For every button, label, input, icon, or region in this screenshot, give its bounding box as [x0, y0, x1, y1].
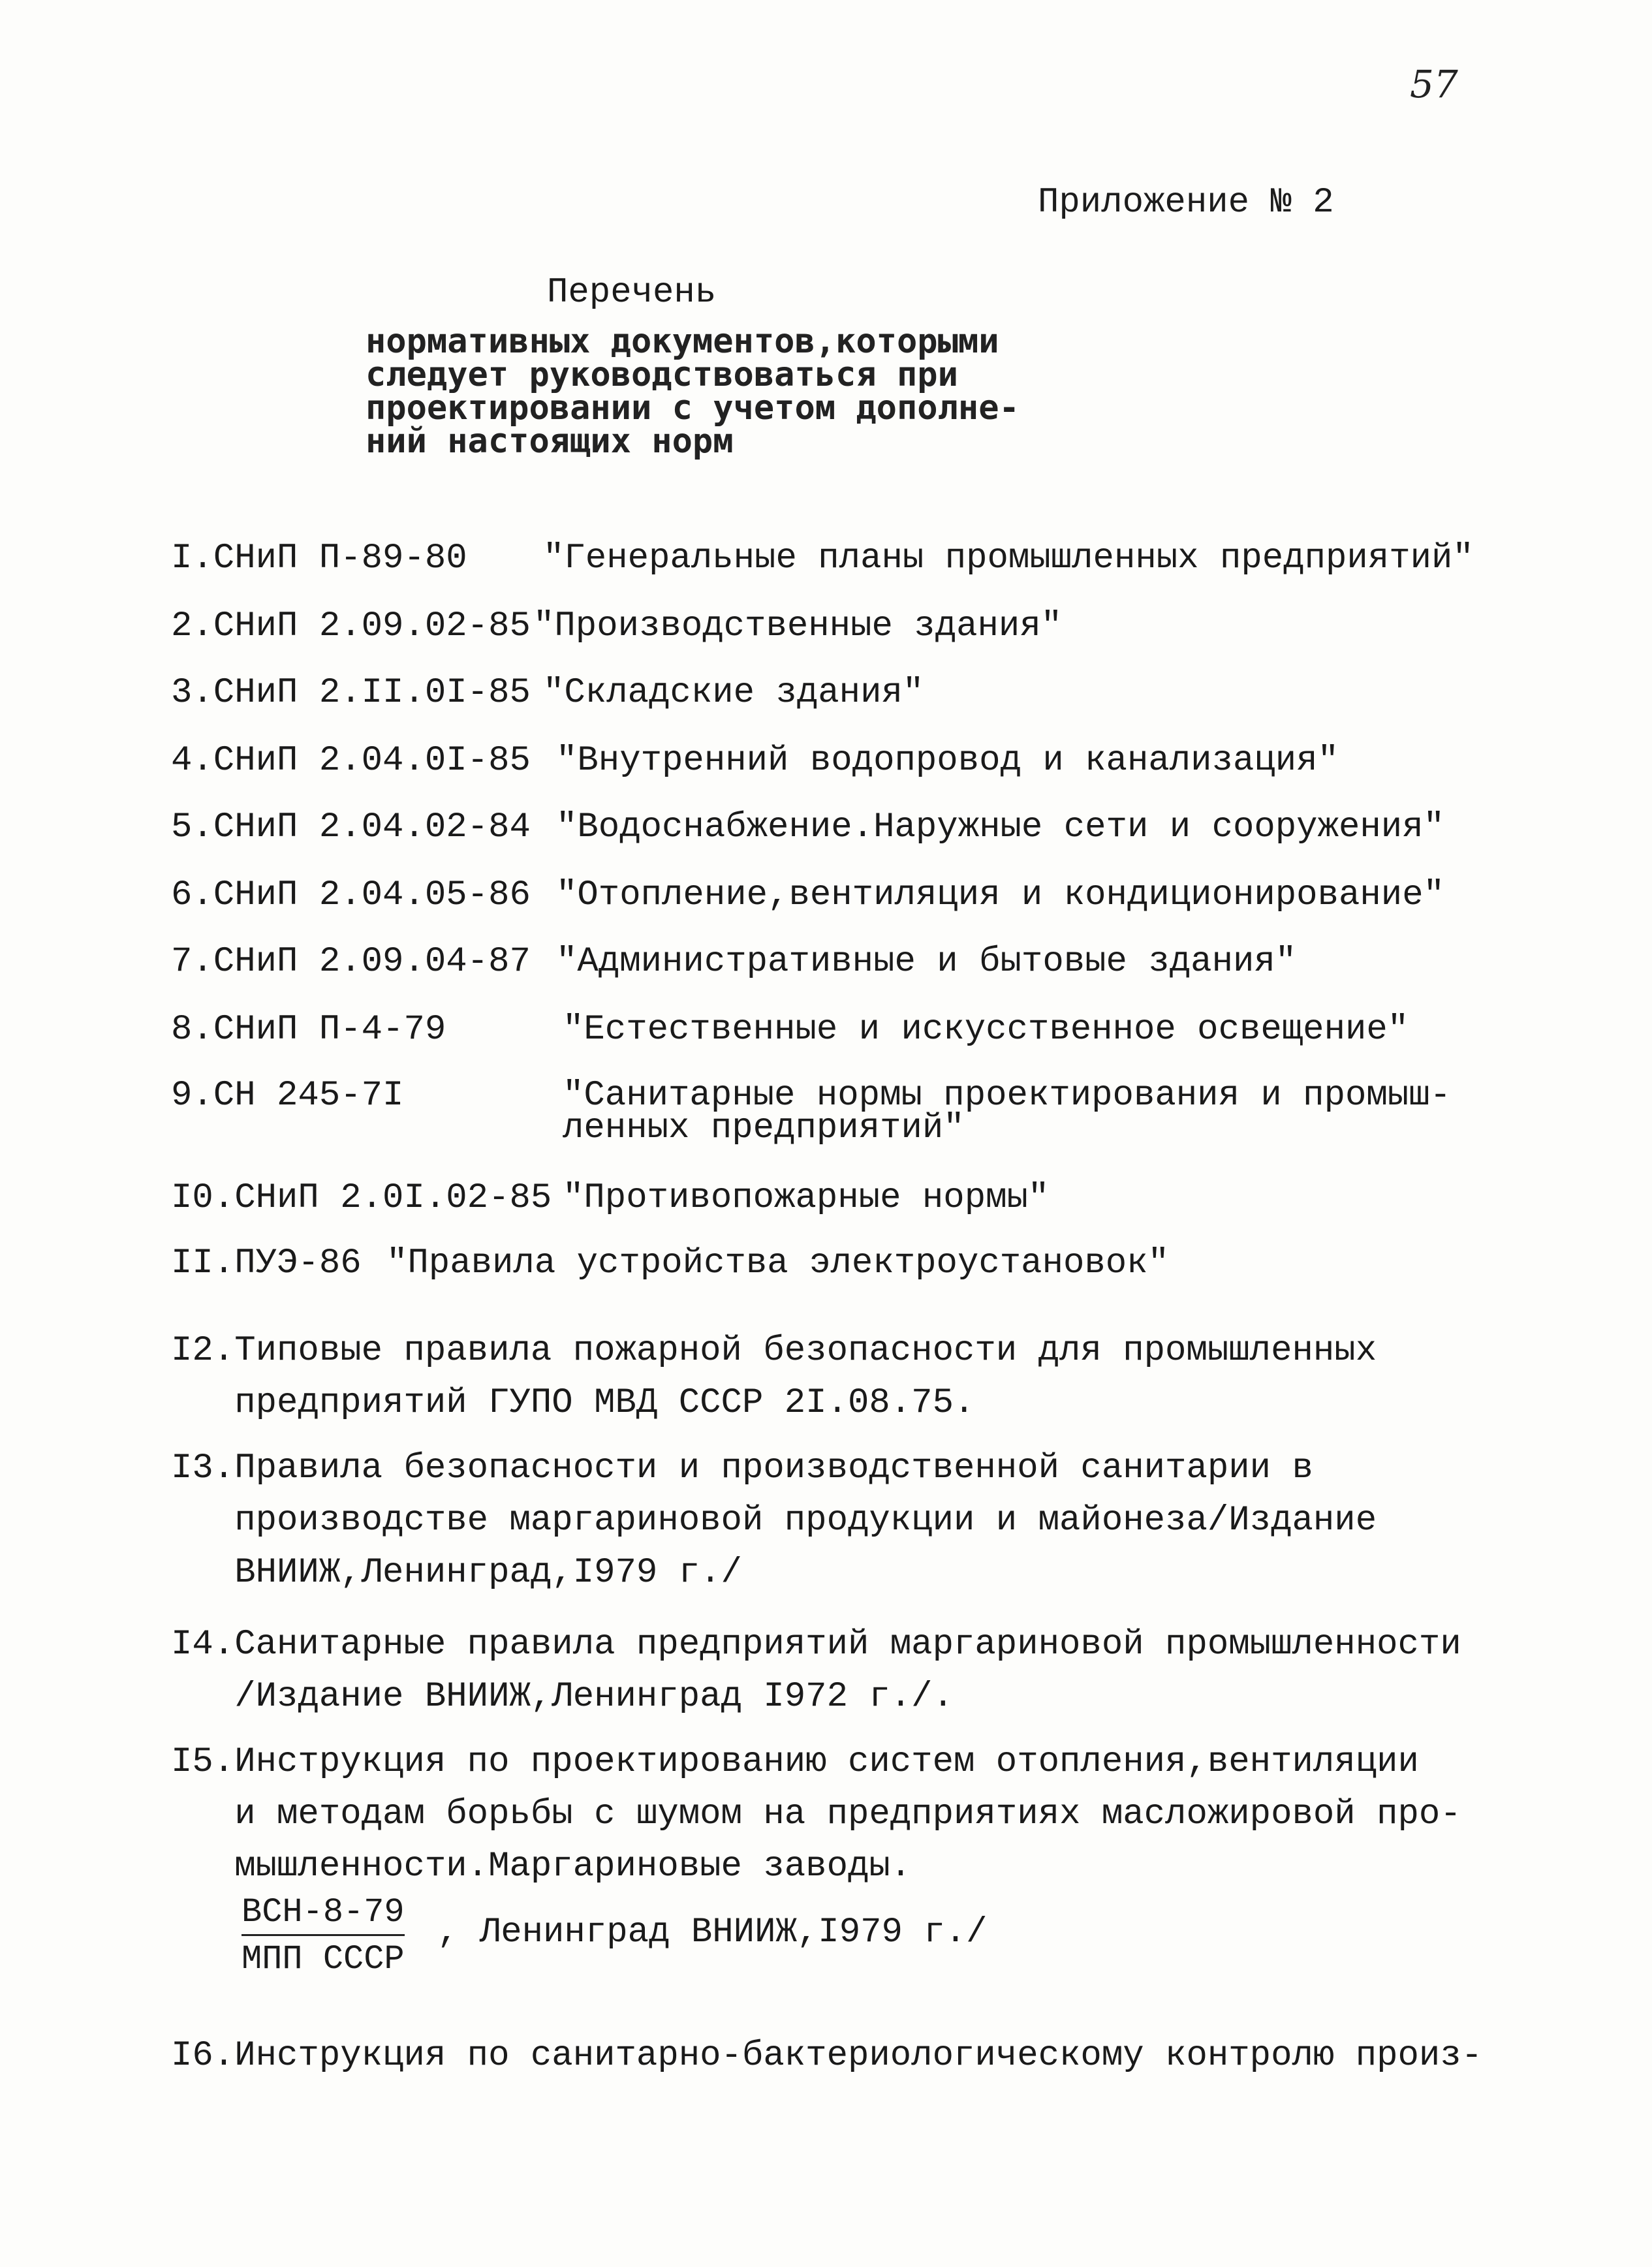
- paragraph-item: I5.Инструкция по проектированию систем отопления,вентиляции и методам борьбы с шумом на предприятиях масложировой про- мышленности.Маргариновые заводы.: [171, 1742, 1461, 1886]
- item-code: 3.СНиП 2.II.0I-85: [171, 673, 531, 713]
- item-document: "Санитарные нормы проектирования и промыш- ленных предприятий": [563, 1076, 1452, 1148]
- item-document: "Производственные здания": [533, 606, 1063, 646]
- item-document: "Генеральные планы промышленных предприятий": [543, 539, 1474, 578]
- fraction-denominator: МПП СССР: [242, 1940, 405, 1978]
- item-code: I.СНиП П-89-80: [171, 539, 467, 578]
- item-document: "Складские здания": [543, 673, 924, 713]
- page-number: 57: [1410, 62, 1458, 106]
- document-title: Перечень: [547, 273, 717, 313]
- item-code: 4.СНиП 2.04.0I-85: [171, 741, 531, 781]
- fraction-publisher: , Ленинград ВНИИЖ,I979 г./: [437, 1913, 988, 1952]
- item-document: "Противопожарные нормы": [563, 1178, 1050, 1218]
- item-code: 9.СН 245-7I: [171, 1076, 404, 1116]
- paragraph-item: I6.Инструкция по санитарно-бактериологическому контролю произ-: [171, 2036, 1483, 2076]
- item-document: "Внутренний водопровод и канализация": [556, 741, 1339, 781]
- fraction-numerator: ВСН-8-79: [242, 1893, 405, 1936]
- item-document: "Отопление,вентиляция и кондиционирование": [556, 875, 1445, 915]
- item-code: 7.СНиП 2.09.04-87: [171, 942, 531, 982]
- appendix-label: Приложение № 2: [1038, 183, 1334, 223]
- item-code: 6.СНиП 2.04.05-86: [171, 875, 531, 915]
- item-document: "Административные и бытовые здания": [556, 942, 1297, 982]
- item-code: 2.СНиП 2.09.02-85: [171, 606, 531, 646]
- item-code: I0.СНиП 2.0I.02-85: [171, 1178, 552, 1218]
- paragraph-item: I3.Правила безопасности и производственной санитарии в производстве маргариновой продукции и майонеза/Издание ВНИИЖ,Ленинград,I979 г./: [171, 1448, 1377, 1593]
- item-document: "Правила устройства электроустановок": [386, 1243, 1169, 1283]
- item-code: 5.СНиП 2.04.02-84: [171, 807, 531, 847]
- item-document: "Естественные и искусственное освещение": [563, 1010, 1409, 1050]
- document-subtitle: нормативных документов,которыми следует руководствоваться при проектировании с учетом дополне- ний настоящих норм: [366, 322, 1020, 461]
- item-code: II.ПУЭ-86: [171, 1243, 362, 1283]
- document-code-fraction: [242, 1893, 405, 1978]
- paragraph-item: I4.Санитарные правила предприятий маргариновой промышленности /Издание ВНИИЖ,Ленинград I972 г./.: [171, 1625, 1461, 1717]
- item-code: 8.СНиП П-4-79: [171, 1010, 446, 1050]
- item-document: "Водоснабжение.Наружные сети и сооружения": [556, 807, 1445, 847]
- paragraph-item: I2.Типовые правила пожарной безопасности для промышленных предприятий ГУПО МВД СССР 2I.08.75.: [171, 1331, 1377, 1423]
